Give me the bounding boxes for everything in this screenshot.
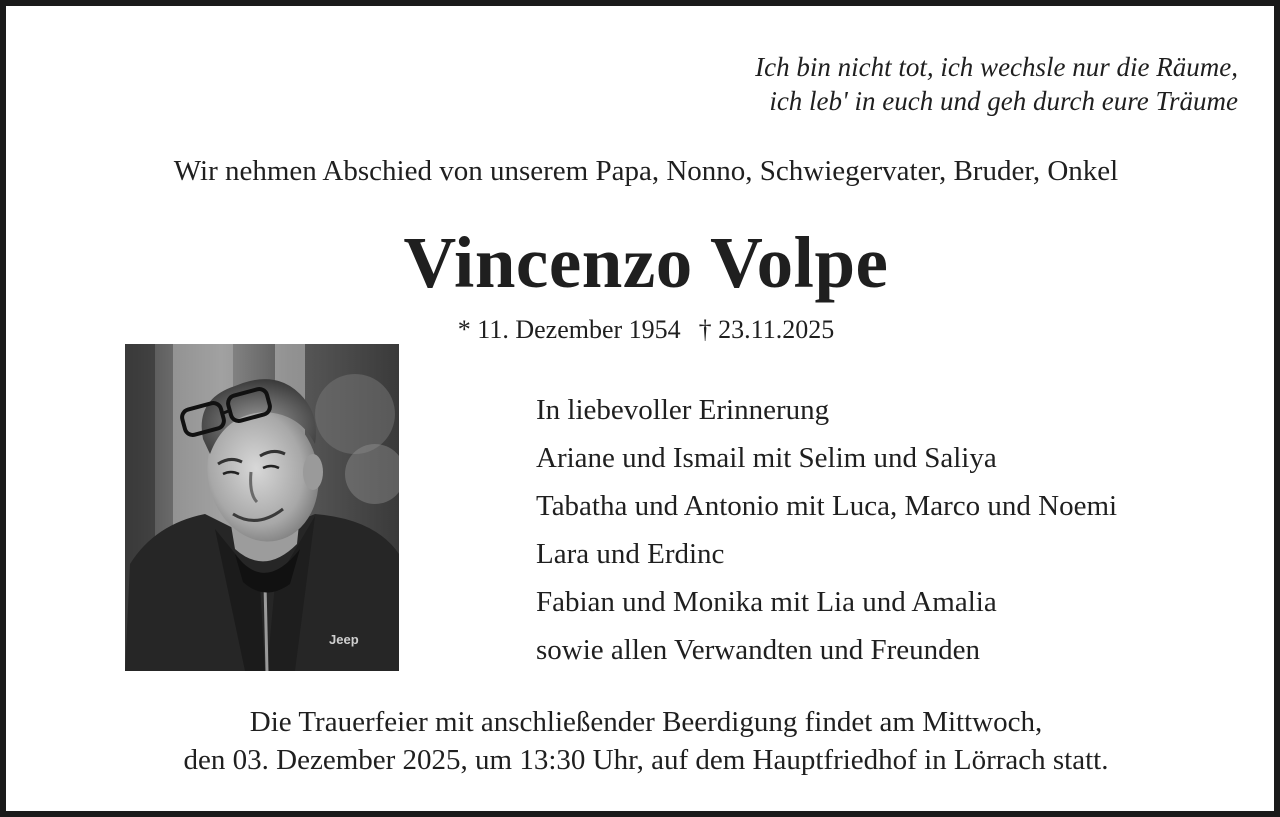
death-date: † 23.11.2025 [698,315,835,344]
funeral-details-line-1: Die Trauerfeier mit anschließender Beerdigung findet am Mittwoch, [249,706,1043,738]
jacket-logo-text: Jeep [329,632,359,647]
family-line: Fabian und Monika mit Lia und Amalia [536,586,997,618]
birth-date: * 11. Dezember 1954 [457,315,681,344]
quote-line-1: Ich bin nicht tot, ich wechsle nur die Räume, [755,52,1238,82]
intro-text: Wir nehmen Abschied von unserem Papa, Nonno, Schwiegervater, Bruder, Onkel [173,155,1119,187]
family-line: Lara und Erdinc [536,538,725,570]
memorial-quote [646,50,1238,118]
funeral-details-line-2: den 03. Dezember 2025, um 13:30 Uhr, auf dem Hauptfriedhof in Lörrach statt. [183,744,1109,776]
family-line: Tabatha und Antonio mit Luca, Marco und Noemi [536,490,1118,522]
family-list [536,386,1236,674]
family-line: In liebevoller Erinnerung [536,394,830,426]
deceased-name: Vincenzo Volpe [403,222,889,303]
family-line: sowie allen Verwandten und Freunden [536,634,981,666]
funeral-details [6,703,1280,779]
quote-line-2: ich leb' in euch und geh durch eure Träume [769,86,1238,116]
portrait-photo [125,344,399,671]
family-line: Ariane und Ismail mit Selim und Saliya [536,442,997,474]
